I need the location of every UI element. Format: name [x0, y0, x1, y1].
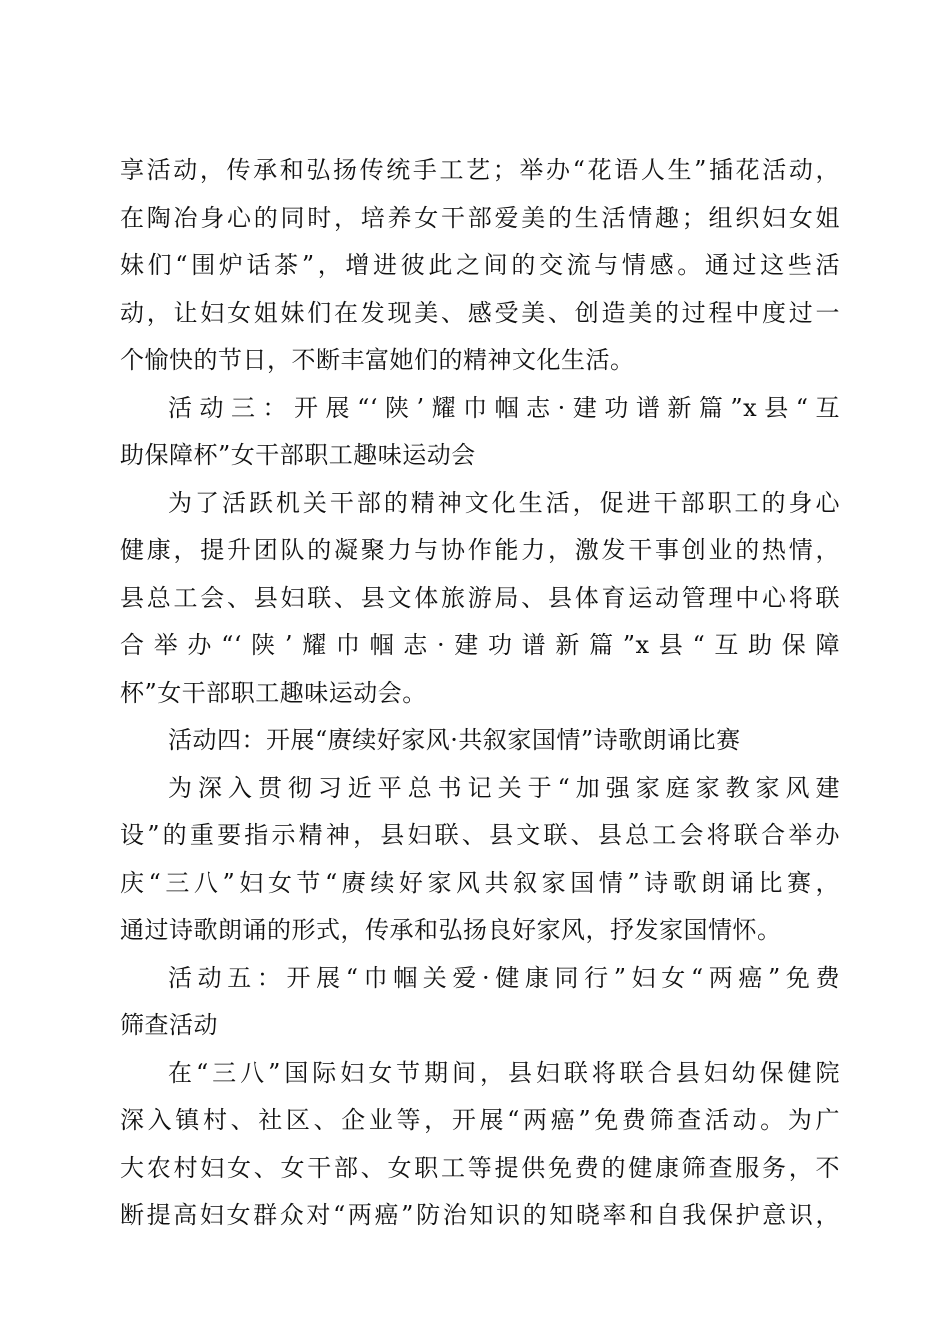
text-line: 享活动，传承和弘扬传统手工艺；举办“花语人生”插花活动， — [120, 156, 840, 184]
activity-four-heading — [120, 717, 840, 765]
text-line: 在陶冶身心的同时，培养女干部爱美的生活情趣；组织妇女姐 — [120, 203, 840, 232]
text-line: 大农村妇女、女干部、女职工等提供免费的健康筛查服务，不 — [120, 1153, 840, 1182]
activity-five-heading — [120, 955, 840, 1050]
text-line: 杯”女干部职工趣味运动会。 — [120, 678, 427, 707]
text-line: 庆“三八”妇女节“赓续好家风共叙家国情”诗歌朗诵比赛， — [120, 868, 840, 897]
heading-line: 活动三：开展“‘陕’耀巾帼志·建功谱新篇”x县“互 — [168, 393, 840, 422]
document-page — [120, 147, 840, 1240]
activity-three-heading — [120, 385, 840, 480]
text-line: 通过诗歌朗诵的形式，传承和弘扬良好家风，抒发家国情怀。 — [120, 916, 782, 944]
text-line: 妹们“围炉话茶”，增进彼此之间的交流与情感。通过这些活 — [120, 251, 840, 279]
body-paragraph — [120, 147, 840, 385]
body-paragraph — [120, 1050, 840, 1240]
text-line: 断提高妇女群众对“两癌”防治知识的知晓率和自我保护意识， — [120, 1201, 840, 1229]
heading-line: 活动四：开展“赓续好家风·共叙家国情”诗歌朗诵比赛 — [168, 726, 741, 754]
heading-line: 筛查活动 — [120, 1011, 218, 1039]
body-paragraph — [120, 765, 840, 955]
body-paragraph — [120, 480, 840, 718]
text-line: 个愉快的节日，不断丰富她们的精神文化生活。 — [120, 346, 635, 374]
text-line: 为了活跃机关干部的精神文化生活，促进干部职工的身心 — [168, 488, 840, 517]
text-line: 合举办“‘陕’耀巾帼志·建功谱新篇”x县“互助保障 — [120, 631, 840, 659]
text-line: 县总工会、县妇联、县文体旅游局、县体育运动管理中心将联 — [120, 583, 840, 612]
text-line: 动，让妇女姐妹们在发现美、感受美、创造美的过程中度过一 — [120, 298, 840, 327]
text-line: 深入镇村、社区、企业等，开展“两癌”免费筛查活动。为广 — [120, 1106, 840, 1134]
text-line: 设”的重要指示精神，县妇联、县文联、县总工会将联合举办 — [120, 821, 840, 849]
heading-line: 活动五：开展“巾帼关爱·健康同行”妇女“两癌”免费 — [168, 963, 840, 992]
text-line: 为深入贯彻习近平总书记关于“加强家庭家教家风建 — [168, 773, 840, 802]
text-line: 在“三八”国际妇女节期间，县妇联将联合县妇幼保健院 — [168, 1058, 840, 1087]
heading-line: 助保障杯”女干部职工趣味运动会 — [120, 441, 476, 469]
text-line: 健康，提升团队的凝聚力与协作能力，激发干事创业的热情， — [120, 536, 840, 564]
